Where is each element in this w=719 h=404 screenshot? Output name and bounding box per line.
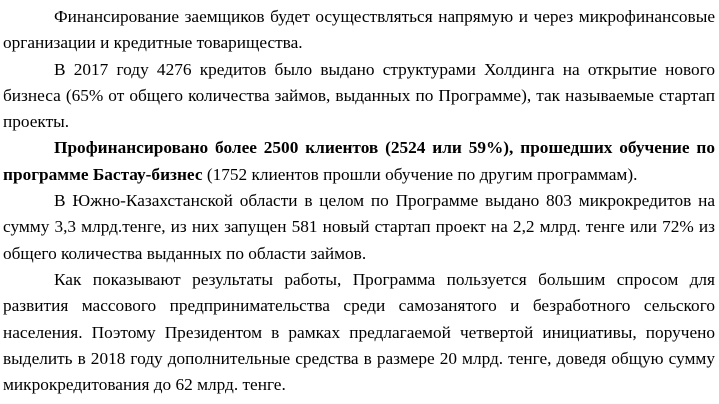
paragraph-3-text: (1752 клиентов прошли обучение по другим программам). [202, 164, 638, 184]
paragraph-financing-channels [3, 4, 715, 57]
paragraph-3-bold-text: Профинансировано более 2500 клиентов (2524 или 59%), прошедших обучение по программе Бастау-бизнес [3, 138, 715, 184]
paragraph-south-kazakhstan [3, 188, 715, 267]
paragraph-4-text: В Южно-Казахстанской области в целом по Программе выдано 803 микрокредитов на сумму 3,3 млрд.тенге, из них запущен 581 новый стартап проект на 2,2 млрд. тенге или 72% из общего количества выданных по области займов. [3, 191, 715, 263]
paragraph-5-text: Как показывают результаты работы, Программа пользуется большим спросом для развития массового предпринимательства среди самозанятого и безработного сельского населения. Поэтому Президентом в рамках предлагаемой четвертой инициативы, поручено выделить в 2018 году дополнительные средства в размере 20 млрд. тенге, доведя общую сумму микрокредитования до 62 млрд. тенге. [3, 269, 715, 395]
paragraph-2017-credits [3, 57, 715, 136]
paragraph-1-text: Финансирование заемщиков будет осуществляться напрямую и через микрофинансовые организации и кредитные товарищества. [3, 7, 715, 53]
document-page [0, 4, 719, 404]
paragraph-bastau-business [3, 135, 715, 188]
paragraph-program-results [3, 267, 715, 398]
paragraph-2-text: В 2017 году 4276 кредитов было выдано структурами Холдинга на открытие нового бизнеса (65% от общего количества займов, выданных по Программе), так называемые стартап проекты. [3, 59, 715, 132]
